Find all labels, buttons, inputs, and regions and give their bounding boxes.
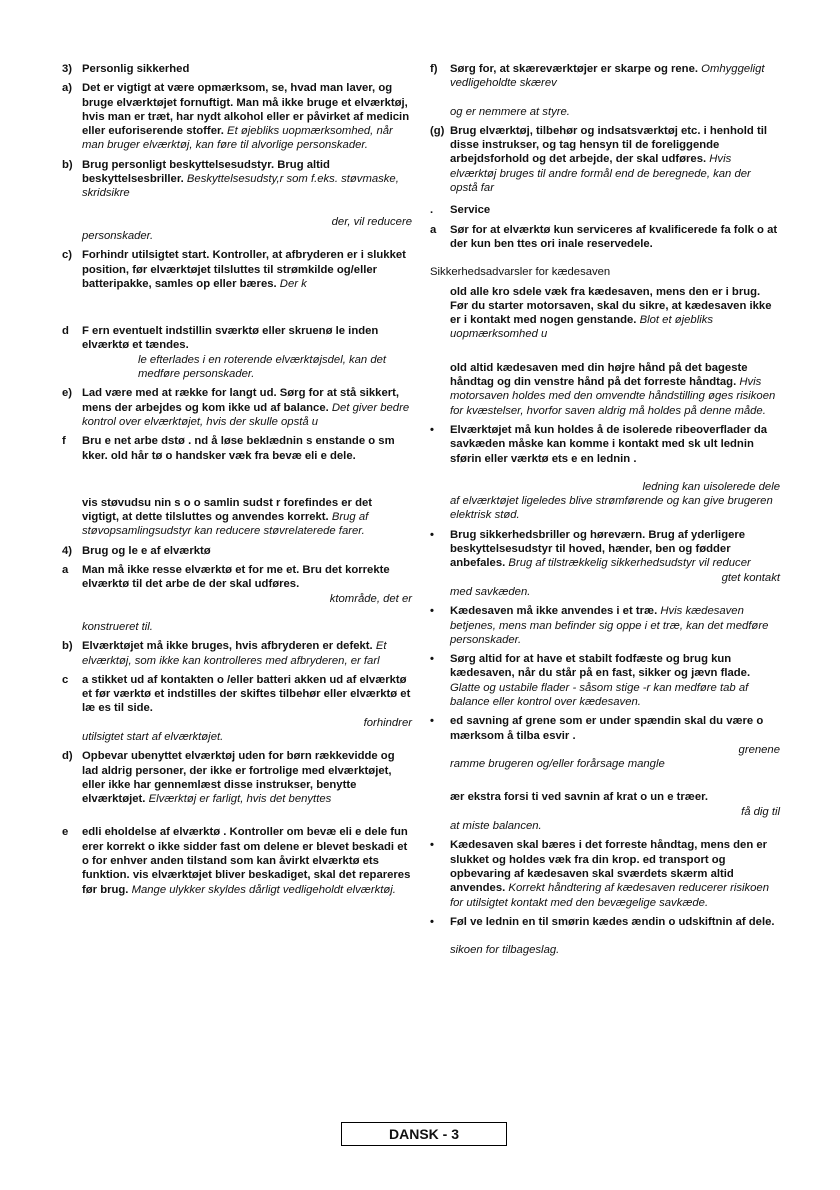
rule-d-remove-keys: d F ern eventuelt indstillin sværktø eller skruenø le inden elværktø et tændes. le efterlades i en roterende elværktøjsdel, kan det medføre personskader. — [62, 325, 387, 381]
rule-g-dust-extraction: vis støvudsu nin s o o samlin sudst r forefindes er det vigtigt, at dette tilsluttes og anvendes korrekt. Brug af støvopsamlingsudstyr kan reducere støvrelaterede farer. — [82, 496, 373, 538]
section-heading-service: . Service — [430, 204, 491, 217]
rule-4d-storage: d) Opbevar ubenyttet elværktøj uden for børn rækkevidde og lad aldrig personer, der ikke er fortrolige med elværktøjet, eller ikke har gennemlæst disse instrukser, benytte elværktøjet. Elværktøj er farligt, hvis det benyttes — [62, 750, 395, 806]
rule-c-unintended-start: c) Forhindr utilsigtet start. Kontroller, at afbryderen er i slukket position, før elværktøjet tilsluttes til strømkilde og/eller batteripakke, samles op eller bæres. Der k — [62, 249, 406, 290]
rule-e-stable-stance: e) Lad være med at række for langt ud. Sørg for at stå sikkert, mens der arbejdes og kom ikke ud af balance. Det giver bedre kontrol over elværktøjet, hvis der skulle opstå u — [62, 387, 410, 428]
rule-5a-qualified-service: a Sør for at elværktø kun serviceres af kvalificerede fa folk o at der kun ben ttes ori inale reservedele. — [430, 223, 778, 250]
chainsaw-rule-keep-away: old alle kro sdele væk fra kædesaven, mens den er i brug. Før du starter motorsaven, skal du sikre, at kædesaven ikke er i kontakt med nogen genstande. Blot et øjebliks uopmærksomhed u — [450, 285, 772, 341]
right-column — [430, 62, 780, 962]
bullet-insulated-grips: • Elværktøjet må kun holdes å de isolerede ribeoverflader da savkæden måske kan komme i kontakt med sk ult lednin sførin eller værktø ets e en lednin . ledning kan uisolerede dele af elværktøjet ligeledes blive strømførende og kan give brugeren elektrisk stød. — [430, 423, 780, 522]
rule-4c-unplug: c a stikket ud af kontakten o /eller batteri akken ud af elværktø et før værktø et indstilles der skiftes tilbehør eller elværktø et læ es til side. forhindrer utilsigtet start af elværktøjet. — [62, 673, 412, 743]
rule-4e-maintenance: e edli eholdelse af elværktø . Kontroller om bevæ eli e dele fun erer korrekt o ikke sidder fast om delene er blevet beskadi et o for enhver anden tilstand som kan åvirkt elværktø ets funktion. vis elværktøjet bliver beskadiget, skal det repareres før brug. Mange ulykker skyldes dårligt vedligeholdt elværktøj. — [62, 826, 411, 896]
bullet-no-tree: • Kædesaven må ikke anvendes i et træ. Hvis kædesaven betjenes, mens man befinder sig oppe i et træ, kan det medføre personskader. — [430, 605, 769, 646]
rule-a-attention: a) Det er vigtigt at være opmærksom, se, hvad man laver, og bruge elværktøjet fornuftigt. Man må ikke bruge et elværktøj, hvis man er træt, har nydt alkohol eller er påvirket af medicin eller euforiserende stoffer. Et øjebliks uopmærksomhed, når man bruger elværktøj, kan føre til alvorlige personskader. — [62, 82, 410, 152]
rule-f-clothing: f Bru e net arbe dstø . nd å løse beklædnin s enstande o sm kker. old hår tø o handsker væk fra bevæ eli e dele. — [62, 435, 395, 462]
bullet-branches: • ed savning af grene som er under spændin skal du være o mærksom å tilba esvir . grenene ramme brugeren og/eller forårsage mangle — [430, 715, 780, 771]
chainsaw-safety-title: Sikkerhedsadvarsler for kædesaven — [430, 266, 611, 279]
rule-4a-correct-tool: a Man må ikke resse elværktø et for me et. Bru det korrekte elværktø til det arbe de der skal udføres. ktområde, det er konstrueret til. — [62, 564, 412, 633]
page-footer: DANSK - 3 — [341, 1122, 507, 1146]
rule-b-protective-gear: b) Brug personligt beskyttelsesudstyr. Brug altid beskyttelsesbriller. Beskyttelsesudsty,r som f.eks. støvmaske, skridsikre der, vil reducere personskader. — [62, 158, 412, 242]
chainsaw-rule-grip: old altid kædesaven med din højre hånd på det bageste håndtag og din venstre hånd på det forreste håndtag. Hvis motorsaven holdes med den omvendte håndstilling øges risikoen for kvæstelser, hvorfor saven aldrig må holdes på denne måde. — [450, 361, 776, 417]
bullet-lubrication: • Føl ve lednin en til smørin kædes ændin o udskiftnin af dele. sikoen for tilbageslag. — [430, 915, 775, 957]
chainsaw-rule-bushes: ær ekstra forsi ti ved savnin af krat o un e træer. få dig til at miste balancen. — [450, 791, 780, 833]
section-heading-personal-safety: 3) Personlig sikkerhed — [62, 63, 190, 75]
rule-4b-defective-switch: b) Elværktøjet må ikke bruges, hvis afbryderen er defekt. Et elværktøj, som ikke kan kontrolleres med afbryderen, er farl — [62, 640, 387, 667]
rule-4g-accessories: (g) Brug elværktøj, tilbehør og indsatsværktøj etc. i henhold til disse instrukser, og tag hensyn til de foreliggende arbejdsforhold og det arbejde, der skal udføres. Hvis elværktøj bruges til andre formål end de beregnede, kan der opstå far — [430, 124, 767, 195]
bullet-footing: • Sørg altid for at have et stabilt fodfæste og brug kun kædesaven, når du står på en fast, sikker og jævn flade. Glatte og ustabile flader - såsom stige -r kan medføre tab af balance eller kontrol over kædesaven. — [430, 653, 751, 708]
section-heading-tool-use: 4) Brug og le e af elværktø — [62, 544, 211, 557]
bullet-goggles: • Brug sikkerhedsbriller og høreværn. Brug af yderligere beskyttelsesudstyr til hoved, hænder, ben og fødder anbefales. Brug af tilstrækkelig sikkerhedsudstyr vil reducer gtet kontakt med savkæden. — [430, 528, 780, 598]
bullet-carry: • Kædesaven skal bæres i det forreste håndtag, mens den er slukket og holdes væk fra din krop. ed transport og opbevaring af kædesaven skal sværdets skærm altid anvendes. Korrekt håndtering af kædesaven reducerer risikoen for utilsigtet kontakt med den bevægelige savkæde. — [430, 839, 770, 909]
left-column — [62, 62, 412, 902]
rule-4f-sharp-tools: f) Sørg for, at skæreværktøjer er skarpe og rene. Omhyggeligt vedligeholdte skærev og er nemmere at styre. — [430, 63, 765, 118]
